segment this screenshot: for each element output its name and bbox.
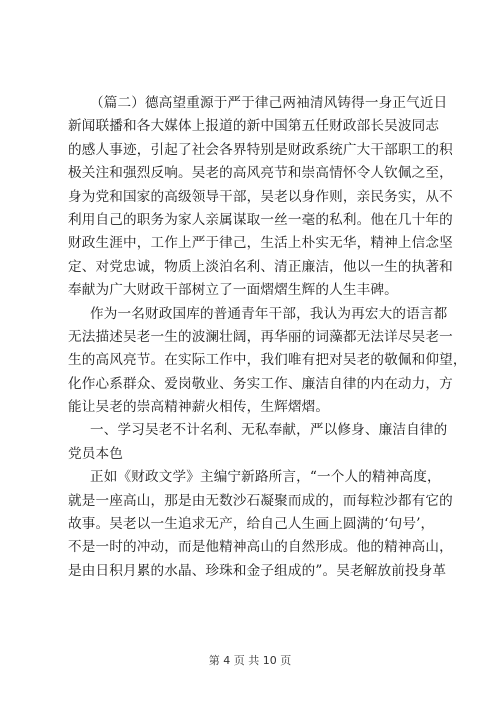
text-line: 就是一座高山，那是由无数沙石凝聚而成的，而每粒沙都有它的	[68, 492, 453, 509]
text-line: （篇二）德高望重源于严于律己两袖清风铸得一身正气近日	[90, 95, 448, 111]
text-line: 身为党和国家的高级领导干部，吴老以身作则，亲民务实，从不	[68, 188, 453, 205]
page-footer: 第 4 页 共 10 页	[208, 654, 292, 667]
section-heading-line: 党员本色	[68, 445, 123, 462]
text-line: 化作心系群众、爱岗敬业、务实工作、廉洁自律的内在动力，方	[68, 375, 453, 392]
text-line: 作为一名财政国库的普通青年干部，我认为再宏大的语言都	[90, 305, 448, 322]
text-line: 利用自己的职务为家人亲属谋取一丝一毫的私利。他在几十年的	[68, 211, 453, 228]
text-line: 新闻联播和各大媒体上报道的新中国第五任财政部长吴波同志	[68, 118, 440, 135]
text-line: 的感人事迹，引起了社会各界特别是财政系统广大干部职工的积	[68, 141, 453, 158]
text-line: 生的高风亮节。在实际工作中，我们唯有把对吴老的敬佩和仰望，	[68, 352, 467, 369]
section-heading-line: 一、学习吴老不计名利、无私奉献，严以修身、廉洁自律的	[90, 422, 448, 439]
text-line: 极关注和强烈反响。吴老的高风亮节和崇高情怀令人钦佩之至，	[68, 165, 453, 182]
text-line: 财政生涯中，工作上严于律己，生活上朴实无华，精神上信念坚	[68, 235, 453, 252]
text-line: 不是一时的冲动，而是他精神高山的自然形成。他的精神高山，	[68, 539, 453, 556]
text-line: 故事。吴老以一生追求无产，给自己人生画上圆满的‘句号’，	[68, 516, 435, 533]
text-line: 是由日积月累的水晶、珍珠和金子组成的”。吴老解放前投身革	[68, 562, 447, 579]
document-body	[68, 92, 467, 583]
text-line: 能让吴老的崇高精神薪火相传，生辉熠熠。	[68, 399, 330, 416]
text-line: 正如《财政文学》主编宁新路所言，“一个人的精神高度，	[90, 469, 441, 486]
text-line: 定、对党忠诚，物质上淡泊名利、清正廉洁，他以一生的执著和	[68, 258, 453, 275]
text-line: 无法描述吴老一生的波澜壮阔，再华丽的词藻都无法详尽吴老一	[68, 328, 453, 345]
text-line: 奉献为广大财政干部树立了一面熠熠生辉的人生丰碑。	[68, 282, 398, 299]
